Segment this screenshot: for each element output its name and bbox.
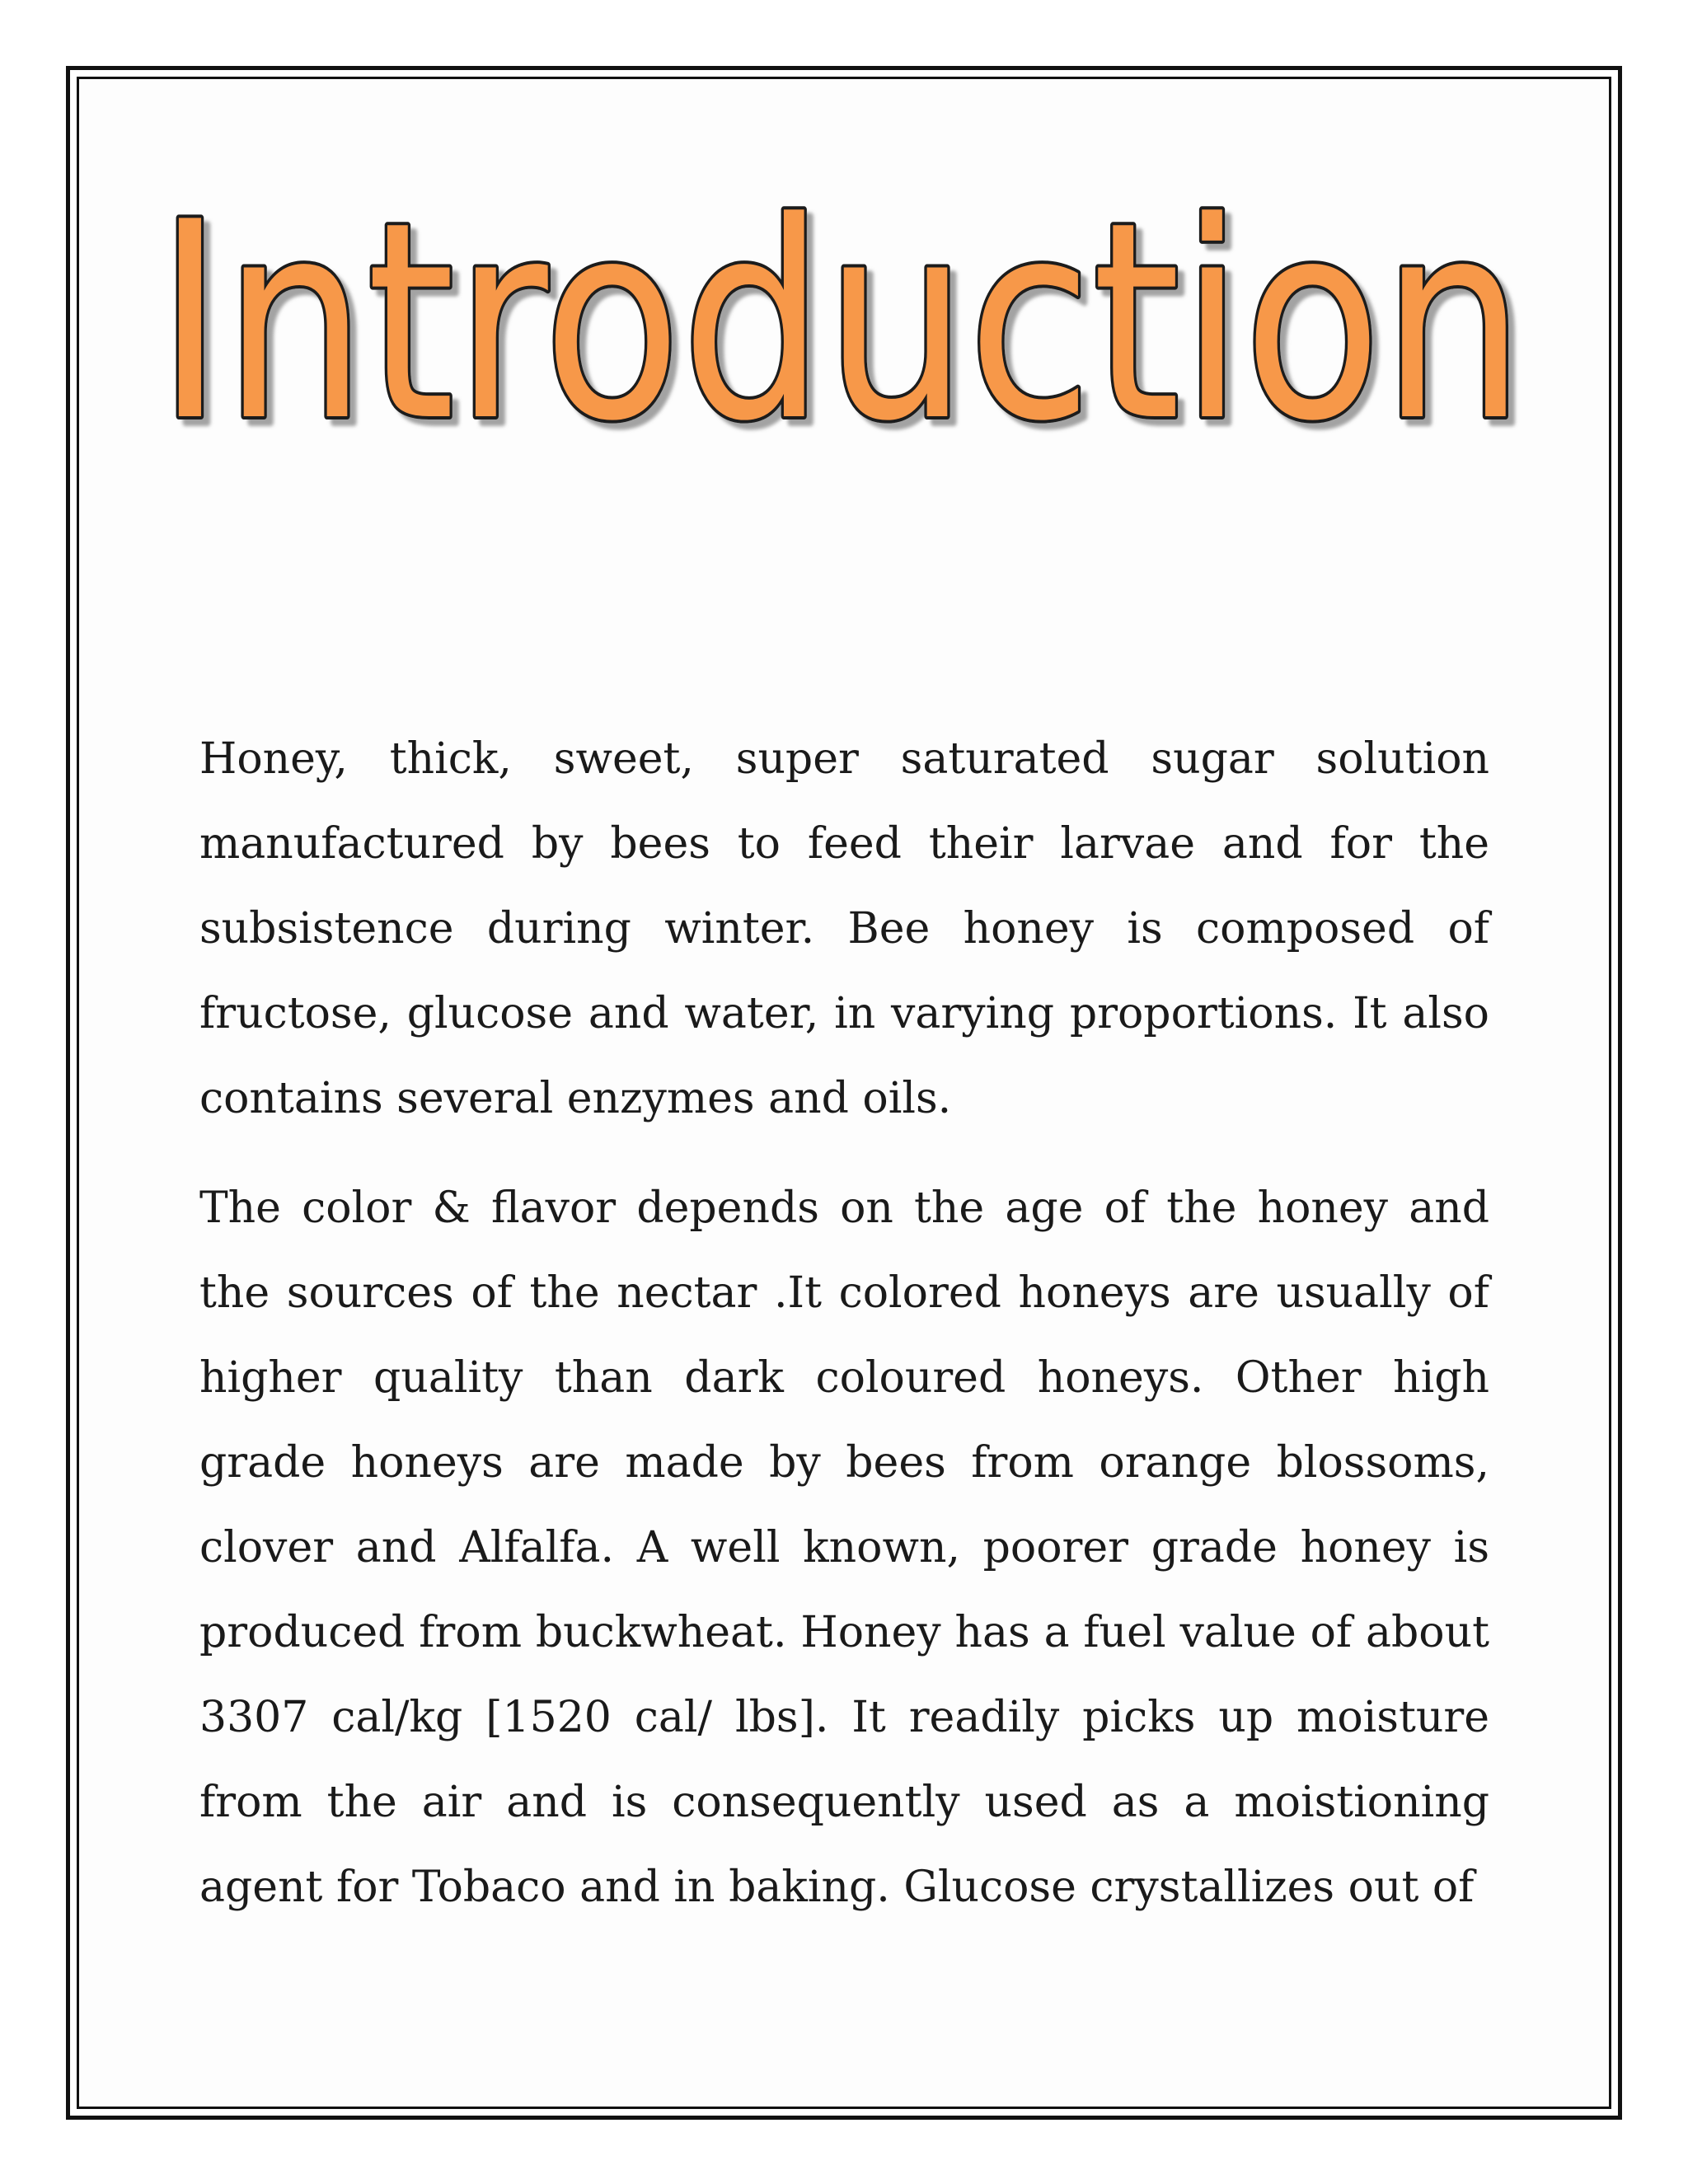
body-text xyxy=(199,717,1489,1955)
title-text: Introduction xyxy=(157,164,1525,480)
paragraph-2: The color & flavor depends on the age of the honey and the sources of the nectar .It colored honeys are usually of higher quality than dark coloured honeys. Other high grade honeys are made by bees from orange blossoms, clover and Alfalfa. A well known, poorer grade honey is produced from buckwheat. Honey has a fuel value of about 3307 cal/kg [1520 cal/ lbs]. It readily picks up moisture from the air and is consequently used as a moistioning agent for Tobaco and in baking. Glucose crystallizes out of xyxy=(199,1183,1489,1912)
paragraph-1: Honey, thick, sweet, super saturated sugar solution manufactured by bees to feed their larvae and for the subsistence during winter. Bee honey is composed of fructose, glucose and water, in varying proportions. It also contains several enzymes and oils. xyxy=(199,734,1489,1123)
page-title xyxy=(124,124,1558,480)
